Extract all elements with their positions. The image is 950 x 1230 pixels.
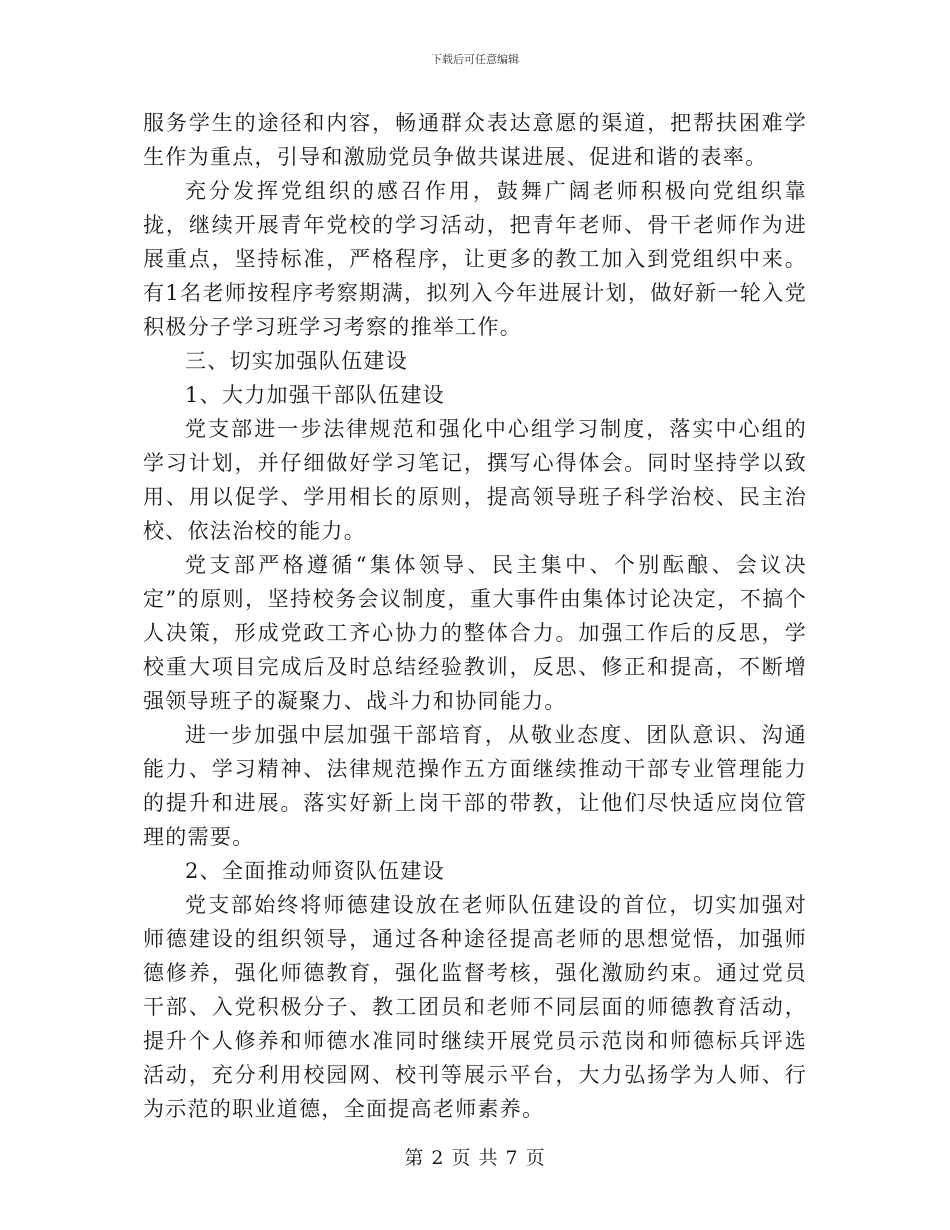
document-body: [143, 106, 807, 1126]
page-number: 第 2 页 共 7 页: [404, 1147, 546, 1169]
paragraph-teacher-ethics: 党支部始终将师德建设放在老师队伍建设的首位，切实加强对师德建设的组织领导，通过各种途径提高老师的思想觉悟，加强师德修养，强化师德教育，强化监督考核，强化激励约束。通过党员干部、入党积极分子、教工团员和老师不同层面的师德教育活动，提升个人修养和师德水准同时继续开展党员示范岗和师德标兵评选活动，充分利用校园网、校刊等展示平台，大力弘扬学为人师、行为示范的职业道德，全面提高老师素养。: [143, 893, 807, 1121]
paragraph-continued: 服务学生的途径和内容，畅通群众表达意愿的渠道，把帮扶困难学生作为重点，引导和激励党员争做共谋进展、促进和谐的表率。: [143, 111, 807, 169]
paragraph-cadre-training: 进一步加强中层加强干部培育，从敬业态度、团队意识、沟通能力、学习精神、法律规范操作五方面继续推动干部专业管理能力的提升和进展。落实好新上岗干部的带教，让他们尽快适应岗位管理的需要。: [143, 723, 807, 849]
section-heading-3: 三、切实加强队伍建设: [185, 349, 408, 373]
page-header: 下载后可任意编辑: [431, 53, 519, 66]
subsection-heading-1: 1、大力加强干部队伍建设: [185, 383, 445, 407]
paragraph-study-system: 党支部进一步法律规范和强化中心组学习制度，落实中心组的学习计划，并仔细做好学习笔记，撰写心得体会。同时坚持学以致用、用以促学、学用相长的原则，提高领导班子科学治校、民主治校、依法治校的能力。: [143, 417, 807, 543]
paragraph-collective-leadership: 党支部严格遵循“集体领导、民主集中、个别酝酿、会议决定”的原则，坚持校务会议制度，重大事件由集体讨论决定，不搞个人决策，形成党政工齐心协力的整体合力。加强工作后的反思，学校重大项目完成后及时总结经验教训，反思、修正和提高，不断增强领导班子的凝聚力、战斗力和协同能力。: [143, 553, 807, 713]
paragraph-party-organization: 充分发挥党组织的感召作用，鼓舞广阔老师积极向党组织靠拢，继续开展青年党校的学习活动，把青年老师、骨干老师作为进展重点，坚持标准，严格程序，让更多的教工加入到党组织中来。有1名老师按程序考察期满，拟列入今年进展计划，做好新一轮入党积极分子学习班学习考察的推举工作。: [143, 179, 807, 339]
subsection-heading-2: 2、全面推动师资队伍建设: [185, 859, 445, 883]
